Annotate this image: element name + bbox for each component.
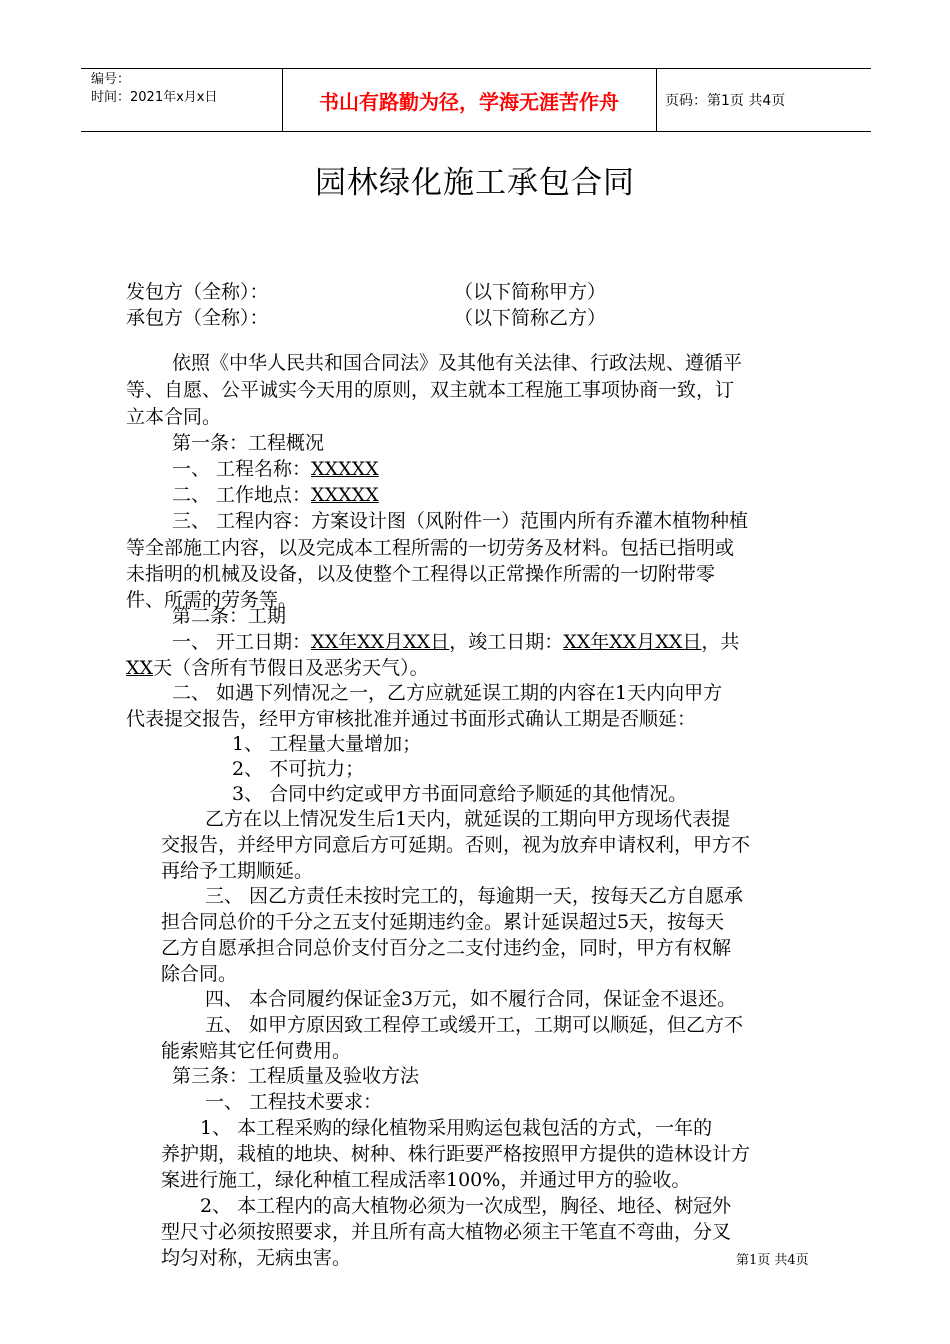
- end-date-label: ，竣工日期：: [449, 631, 564, 653]
- owner-delay-line: 五、 如甲方原因致工程停工或缓开工，工期可以顺延，但乙方不: [205, 1014, 744, 1036]
- tech-req-line: 型尺寸必须按照要求，并且所有高大植物必须主干笔直不弯曲，分叉: [161, 1221, 732, 1243]
- contractor-alias: （以下简称乙方）: [454, 307, 607, 329]
- content-line: 等全部施工内容，以及完成本工程所需的一切劳务及材料。包括已指明或: [126, 537, 735, 559]
- deposit-line: 四、 本合同履约保证金3万元，如不履行合同，保证金不退还。: [205, 988, 737, 1010]
- header-divider: [656, 69, 657, 131]
- issuer-label: 发包方（全称）：: [126, 281, 269, 303]
- tech-req-title: 一、 工程技术要求：: [205, 1091, 383, 1113]
- intro-line: 依照《中华人民共和国合同法》及其他有关法律、行政法规、遵循平: [172, 352, 743, 374]
- tech-req-line: 1、 本工程采购的绿化植物采用购运包栽包活的方式，一年的: [200, 1117, 713, 1139]
- article-1-title: 第一条：工程概况: [172, 432, 325, 454]
- content-line: 未指明的机械及设备，以及使整个工程得以正常操作所需的一切附带零: [126, 563, 716, 585]
- duration-label: 天（含所有节假日及恶劣天气）。: [153, 657, 429, 679]
- tech-req-line: 均匀对称，无病虫害。: [161, 1247, 352, 1269]
- delay-note: 交报告，并经甲方同意后方可延期。否则，视为放弃申请权利，甲方不: [161, 834, 751, 856]
- duration-days: XX: [126, 657, 154, 679]
- work-site-value: XXXXX: [311, 484, 379, 506]
- contractor-line: [126, 305, 269, 331]
- project-name-value: XXXXX: [311, 458, 379, 480]
- header-motto: 书山有路勤为径，学海无涯苦作舟: [319, 89, 619, 114]
- date-label: 时间：2021年x月x日: [91, 90, 218, 105]
- contractor-label: 承包方（全称）：: [126, 307, 269, 329]
- page-header: [81, 68, 871, 132]
- issuer-alias: （以下简称甲方）: [454, 281, 607, 303]
- document-title: 园林绿化施工承包合同: [315, 165, 635, 201]
- delay-line: 代表提交报告，经甲方审核批准并通过书面形式确认工期是否顺延：: [126, 708, 697, 730]
- penalty-line: 三、 因乙方责任未按时完工的，每逾期一天，按每天乙方自愿承: [205, 885, 744, 907]
- intro-line: 立本合同。: [126, 406, 222, 428]
- content-line: 件、所需的劳务等。: [126, 589, 298, 611]
- delay-item: 2、 不可抗力；: [232, 758, 365, 780]
- issuer-line: [126, 279, 269, 305]
- page-footer: 第1页 共4页: [736, 1253, 809, 1268]
- header-page-info: 页码：第1页 共4页: [665, 93, 786, 109]
- content-line: 三、 工程内容：方案设计图（风附件一）范围内所有乔灌木植物种植: [172, 510, 749, 532]
- penalty-line: 担合同总价的千分之五支付延期违约金。累计延误超过5天，按每天: [161, 911, 725, 933]
- schedule-line: [172, 629, 739, 655]
- tech-req-line: 养护期，栽植的地块、树种、株行距要严格按照甲方提供的造林设计方: [161, 1143, 751, 1165]
- start-date-label: 一、 开工日期：: [172, 631, 312, 653]
- project-name-line: [172, 456, 379, 482]
- article-3-title: 第三条：工程质量及验收方法: [172, 1065, 420, 1087]
- delay-item: 3、 合同中约定或甲方书面同意给予顺延的其他情况。: [232, 783, 688, 805]
- owner-delay-line: 能索赔其它任何费用。: [161, 1040, 352, 1062]
- work-site-label: 二、 工作地点：: [172, 484, 312, 506]
- penalty-line: 除合同。: [161, 963, 238, 985]
- intro-line: 等、自愿、公平诚实今天用的原则，双主就本工程施工事项协商一致，订: [126, 379, 735, 401]
- delay-item: 1、 工程量大量增加；: [232, 733, 422, 755]
- delay-note: 再给予工期顺延。: [161, 860, 314, 882]
- total-label: ，共: [701, 631, 740, 653]
- start-date-value: XX年XX月XX日: [311, 631, 450, 653]
- delay-line: 二、 如遇下列情况之一，乙方应就延误工期的内容在1天内向甲方: [172, 682, 723, 704]
- duration-line: [126, 655, 429, 681]
- article-2-title: 第二条：工期: [172, 605, 287, 627]
- end-date-value: XX年XX月XX日: [563, 631, 702, 653]
- project-name-label: 一、 工程名称：: [172, 458, 312, 480]
- penalty-line: 乙方自愿承担合同总价支付百分之二支付违约金，同时，甲方有权解: [161, 937, 732, 959]
- tech-req-line: 2、 本工程内的高大植物必须为一次成型，胸径、地径、树冠外: [200, 1195, 732, 1217]
- delay-note: 乙方在以上情况发生后1天内，就延误的工期向甲方现场代表提: [205, 808, 731, 830]
- tech-req-line: 案进行施工，绿化种植工程成活率100%，并通过甲方的验收。: [161, 1169, 691, 1191]
- serial-label: 编号：: [91, 72, 131, 87]
- header-meta: [91, 71, 281, 107]
- work-site-line: [172, 482, 379, 508]
